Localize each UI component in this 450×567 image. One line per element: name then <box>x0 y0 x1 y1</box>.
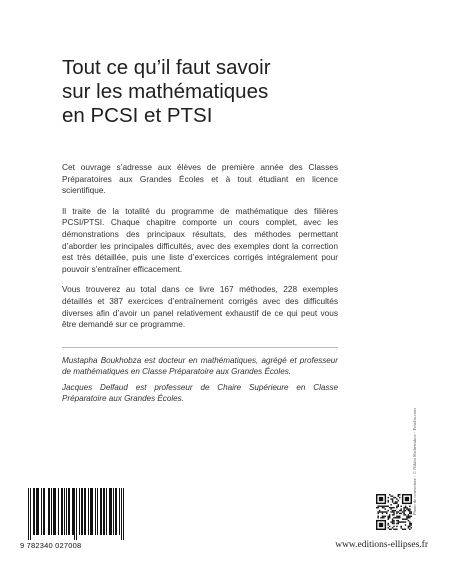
section-divider <box>62 347 338 348</box>
description-paragraph-3: Vous trouverez au total dans ce livre 167 méthodes, 228 exemples détaillés et 387 exercices d’entraînement corrigés avec des difficultés diverses afin d’avoir un panel relativement exhaustif de ce qui peut vous être demandé sur ce programme. <box>62 284 338 330</box>
isbn-barcode <box>20 488 126 554</box>
author-bio-1: Mustapha Boukhobza est docteur en mathématiques, agrégé et professeur de mathématiques en Classe Préparatoire aux Grandes Écoles. <box>62 356 338 377</box>
publisher-website: www.editions-ellipses.fr <box>335 540 428 550</box>
photo-credit-text: Photo de couverture : © Nikita Shchetrakov - Fotolia.com <box>412 408 417 515</box>
description <box>62 162 338 340</box>
author-bio-2: Jacques Delfaud est professeur de Chaire Supérieure en Classe Préparatoire aux Grandes Écoles. <box>62 382 338 404</box>
title-line-1: Tout ce qu’il faut savoir <box>62 56 271 79</box>
author-bios <box>62 355 338 409</box>
barcode-icon <box>28 488 124 540</box>
qr-code-icon <box>376 494 412 530</box>
description-paragraph-2: Il traite de la totalité du programme de mathématique des filières PCSI/PTSI. Chaque chapitre comporte un cours complet, avec les démonstrations des principaux résultats, des méthodes permettant d’aborder les principales difficultés, avec des exemples dont la correction est très détaillée, puis une liste d’exercices corrigés intégralement pour pouvoir s’entraîner efficacement. <box>62 205 338 274</box>
description-paragraph-1: Cet ouvrage s’adresse aux élèves de première année des Classes Préparatoires aux Grandes Écoles et à tout étudiant en licence scientifique. <box>62 162 338 196</box>
book-title <box>62 56 402 128</box>
title-line-3: en PCSI et PTSI <box>62 104 213 127</box>
title-line-2: sur les mathématiques <box>62 80 269 103</box>
isbn-digits: 9 782340 027008 <box>20 541 82 550</box>
photo-credit <box>412 355 422 515</box>
